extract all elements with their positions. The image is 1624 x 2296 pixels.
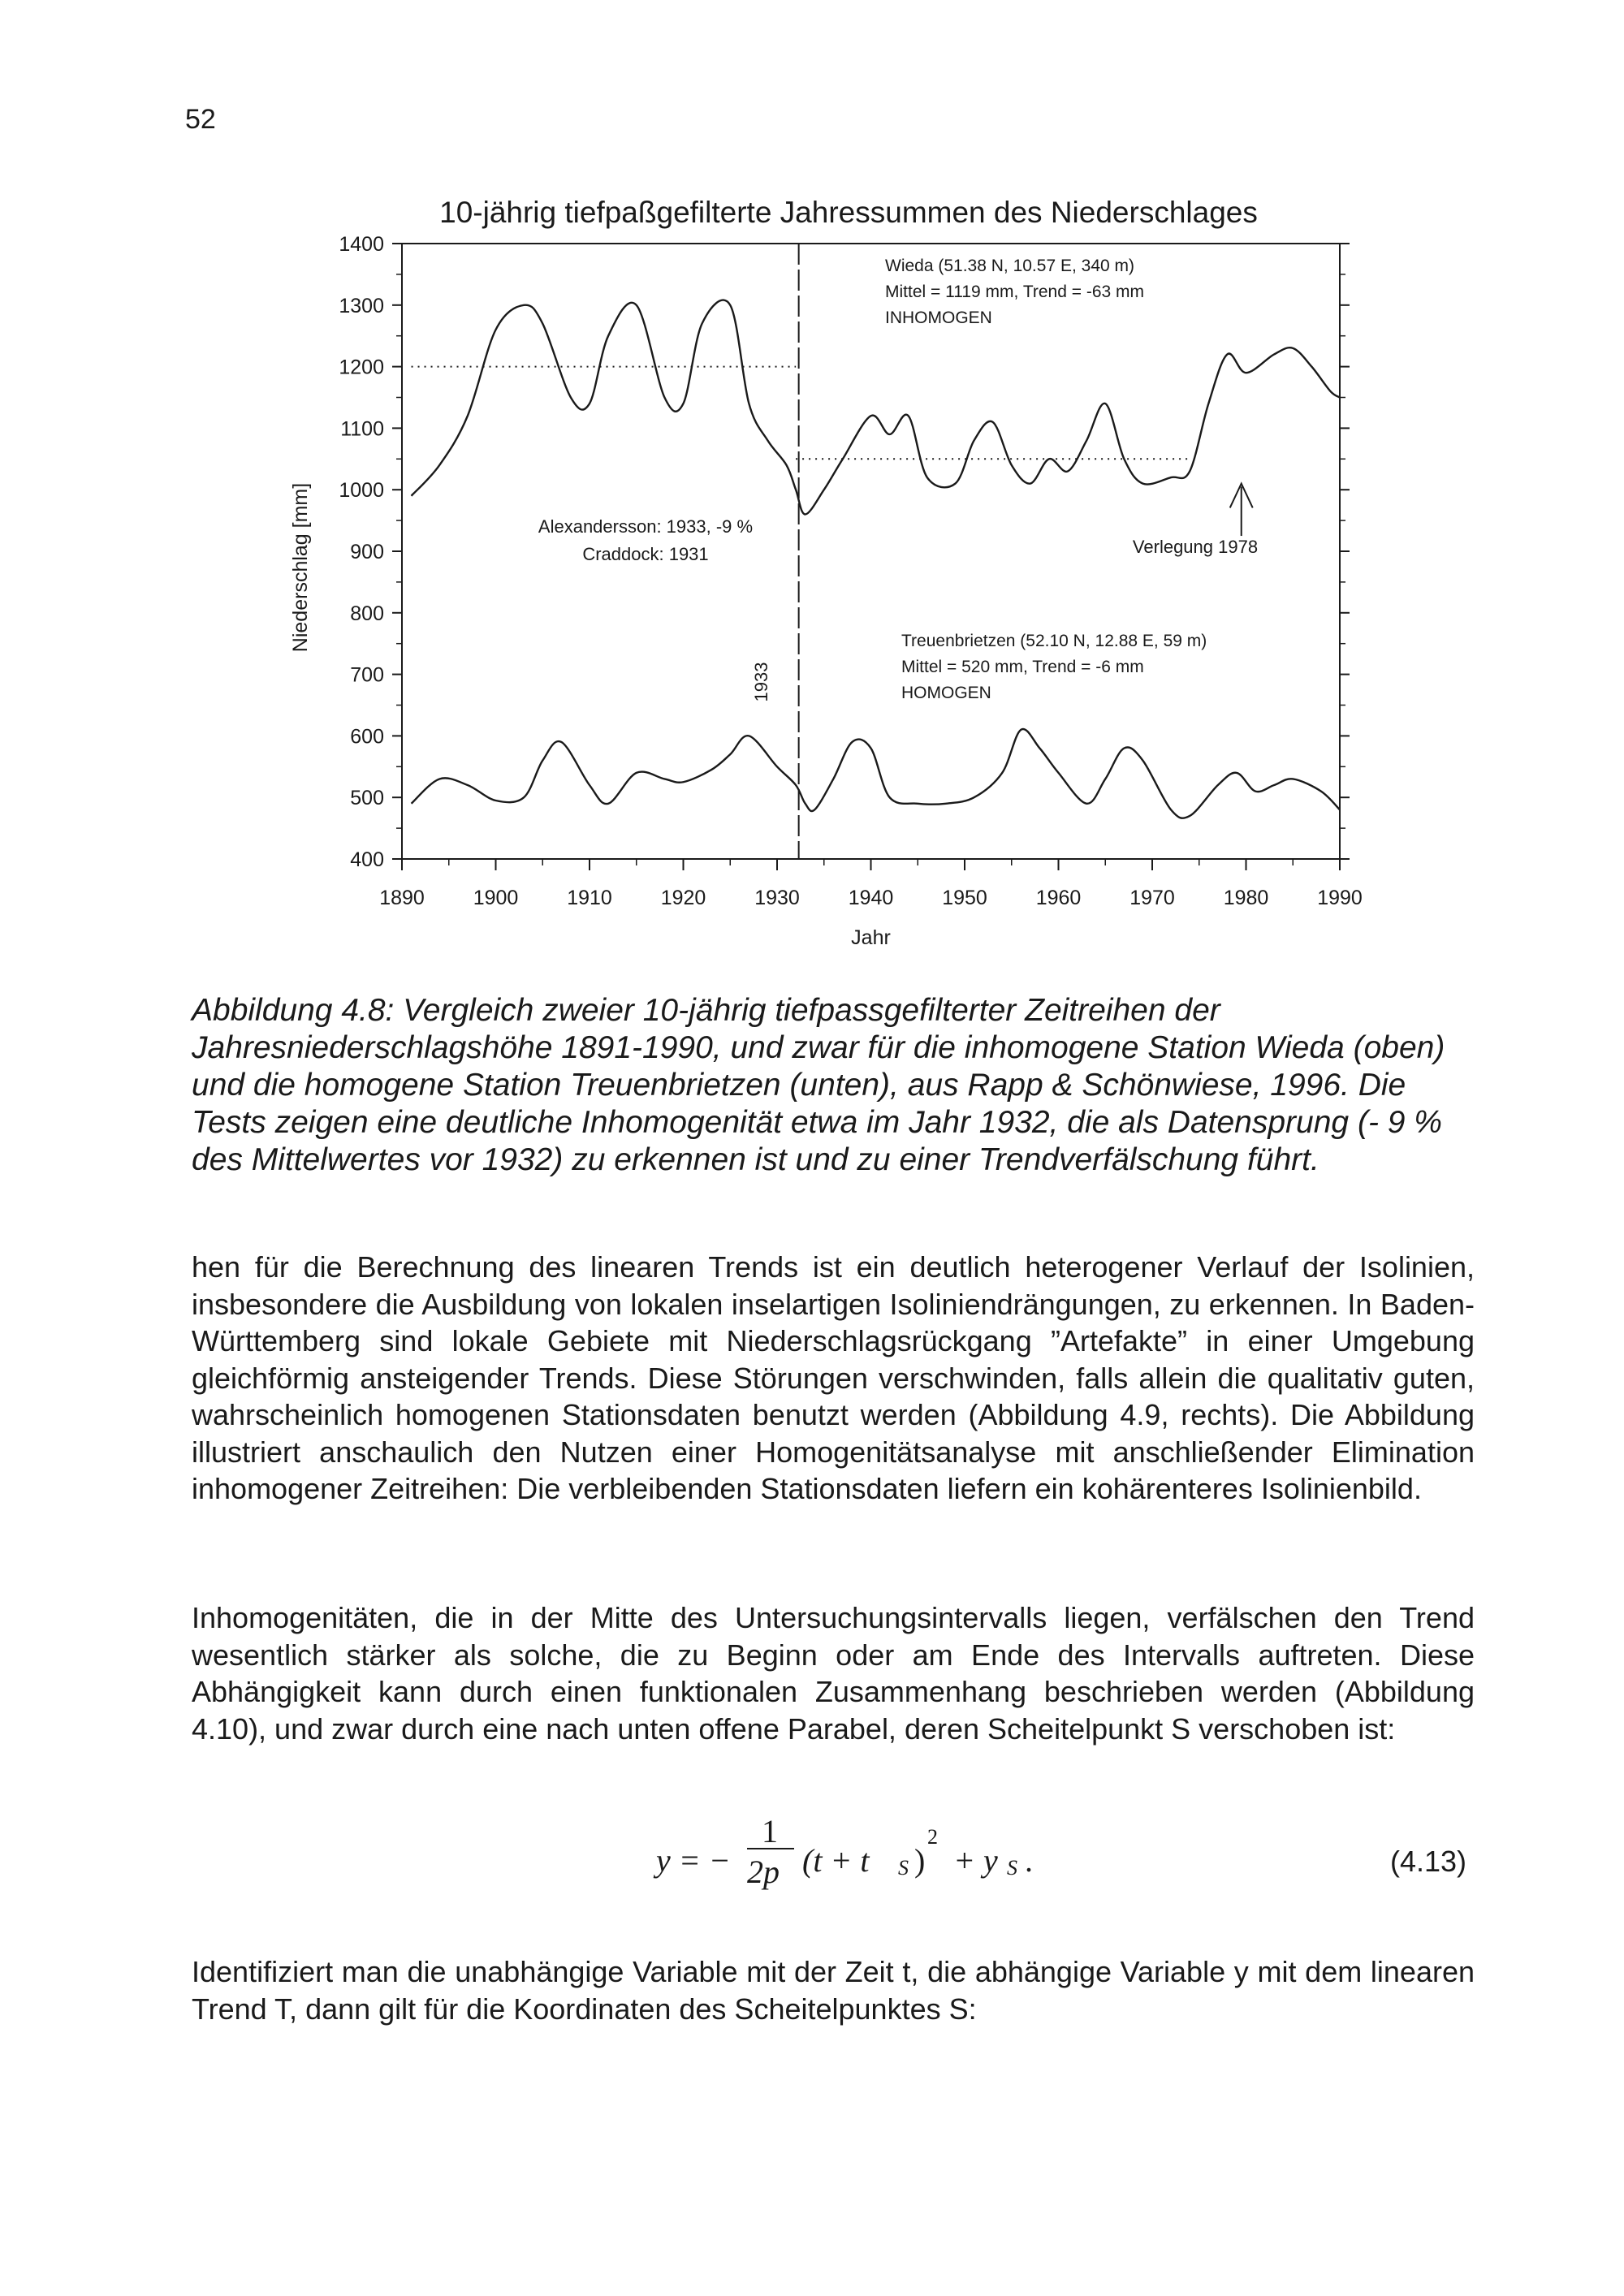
y-tick-label: 800 bbox=[350, 602, 384, 625]
eq-close: ) bbox=[914, 1842, 926, 1879]
legend-wieda-line-1: Wieda (51.38 N, 10.57 E, 340 m) bbox=[885, 257, 1134, 275]
x-tick-label: 1970 bbox=[1129, 887, 1175, 909]
y-tick-label: 600 bbox=[350, 725, 384, 749]
breakpoint-year-label: 1933 bbox=[751, 662, 771, 702]
legend-wieda bbox=[885, 257, 1144, 327]
legend-treuenbrietzen bbox=[901, 632, 1207, 702]
precipitation-chart bbox=[0, 0, 1624, 974]
y-tick-label: 1400 bbox=[339, 233, 384, 256]
relocation-annotation bbox=[1133, 484, 1258, 557]
eq-sup: 2 bbox=[927, 1825, 938, 1849]
x-tick-label: 1910 bbox=[567, 887, 612, 909]
eq-paren: (t + t bbox=[802, 1842, 870, 1879]
x-tick-label: 1980 bbox=[1223, 887, 1269, 909]
x-tick-label: 1920 bbox=[660, 887, 706, 909]
series-group bbox=[411, 300, 1340, 818]
figure-caption bbox=[192, 992, 1475, 1179]
x-axis-ticks bbox=[379, 859, 1363, 909]
paragraph-1 bbox=[192, 1249, 1475, 1508]
x-tick-label: 1950 bbox=[942, 887, 987, 909]
eq-fraction-bar bbox=[747, 1848, 794, 1849]
y-tick-label: 700 bbox=[350, 663, 384, 687]
x-tick-label: 1940 bbox=[848, 887, 894, 909]
homogenization-note bbox=[538, 516, 753, 564]
x-tick-label: 1890 bbox=[379, 887, 425, 909]
eq-denominator: 2p bbox=[747, 1854, 780, 1890]
paragraph-1-text: hen für die Berechnung des linearen Trends ist ein deutlich heterogener Verlauf der Isolinien, insbesondere die Ausbildung von lokalen inselartigen Isoliniendrängungen, zu erkennen. In Baden-Württemberg sind lokale Gebiete mit Niederschlagsrückgang ”Artefakte” in einer Umgebung gleichförmig ansteigender Trends. Diese Störungen verschwinden, falls allein die qualitativ guten, wahrscheinlich homogenen Stationsdaten benutzt werden (Abbildung 4.9, rechts). Die Abbildung illustriert anschaulich den Nutzen einer Homogenitätsanalyse mit anschließender Elimination inhomogener Zeitreihen: Die verbleibenden Stationsdaten liefern ein kohärenteres Isolinienbild. bbox=[192, 1250, 1475, 1505]
x-tick-label: 1900 bbox=[473, 887, 519, 909]
note-craddock: Craddock: 1931 bbox=[582, 544, 709, 564]
series-line-wieda bbox=[412, 300, 1340, 515]
legend-wieda-line-3: INHOMOGEN bbox=[885, 309, 992, 327]
eq-lhs: y = − bbox=[656, 1842, 731, 1879]
y-axis-label: Niederschlag [mm] bbox=[289, 482, 312, 653]
chart-title: 10-jährig tiefpaßgefilterte Jahressummen des Niederschlages bbox=[439, 196, 1258, 229]
paragraph-2: Inhomogenitäten, die in der Mitte des Untersuchungsintervalls liegen, verfälschen den Trend wesentlich stärker als solche, die zu Beginn oder am Ende des Intervalls auftreten. Diese Abhängigkeit kann durch einen funktionalen Zusammenhang beschrieben werden (Abbildung 4.10), und zwar durch eine nach unten offene Parabel, deren Scheitelpunkt S verschoben ist: bbox=[192, 1601, 1475, 1746]
x-tick-label: 1960 bbox=[1035, 887, 1082, 909]
y-tick-label: 900 bbox=[350, 541, 384, 563]
figure-caption-text: Vergleich zweier 10-jährig tiefpassgefilterter Zeitreihen der Jahresniederschlagshöhe 1891-1990, und zwar für die inhomogene Station Wieda (oben) und die homogene Station Treuenbrietzen (unten), aus Rapp & Schönwiese, 1996. Die Tests zeigen eine deutliche Inhomogenität etwa im Jahr 1932, die als Datensprung (- 9 % des Mittelwertes vor 1932) zu erkennen ist und zu einer Trendverfälschung führt. bbox=[192, 993, 1445, 1177]
legend-wieda-line-2: Mittel = 1119 mm, Trend = -63 mm bbox=[885, 283, 1144, 301]
y-tick-label: 400 bbox=[350, 848, 384, 871]
page-number: 52 bbox=[185, 104, 216, 135]
series-line-treuenbrietzen bbox=[412, 729, 1340, 818]
mean-reference-lines bbox=[412, 367, 1190, 460]
eq-dot: . bbox=[1025, 1842, 1033, 1879]
y-tick-label: 1000 bbox=[339, 479, 384, 503]
eq-numerator: 1 bbox=[762, 1813, 778, 1849]
paragraph-3: Identifiziert man die unabhängige Variable mit der Zeit t, die abhängige Variable y mit dem linearen Trend T, dann gilt für die Koordinaten des Scheitelpunktes S: bbox=[192, 1955, 1475, 2026]
legend-treuen-line-1: Treuenbrietzen (52.10 N, 12.88 E, 59 m) bbox=[901, 632, 1207, 650]
y-tick-label: 500 bbox=[350, 787, 384, 810]
figure-label: Abbildung 4.8: bbox=[192, 993, 395, 1028]
note-alexandersson: Alexandersson: 1933, -9 % bbox=[538, 516, 754, 537]
y-tick-label: 1300 bbox=[339, 294, 384, 317]
eq-rest: + y bbox=[953, 1842, 998, 1879]
x-tick-label: 1990 bbox=[1317, 887, 1363, 909]
legend-treuen-line-2: Mittel = 520 mm, Trend = -6 mm bbox=[901, 658, 1144, 676]
x-axis-label: Jahr bbox=[851, 926, 891, 949]
x-tick-label: 1930 bbox=[754, 887, 800, 909]
y-tick-label: 1100 bbox=[340, 417, 384, 441]
eq-sub-s: S bbox=[898, 1856, 909, 1880]
legend-treuen-line-3: HOMOGEN bbox=[901, 684, 991, 702]
equation-number: (4.13) bbox=[1390, 1845, 1467, 1878]
y-tick-label: 1200 bbox=[339, 356, 384, 379]
eq-sub-s2: S bbox=[1007, 1856, 1017, 1880]
relocation-label: Verlegung 1978 bbox=[1132, 537, 1259, 557]
